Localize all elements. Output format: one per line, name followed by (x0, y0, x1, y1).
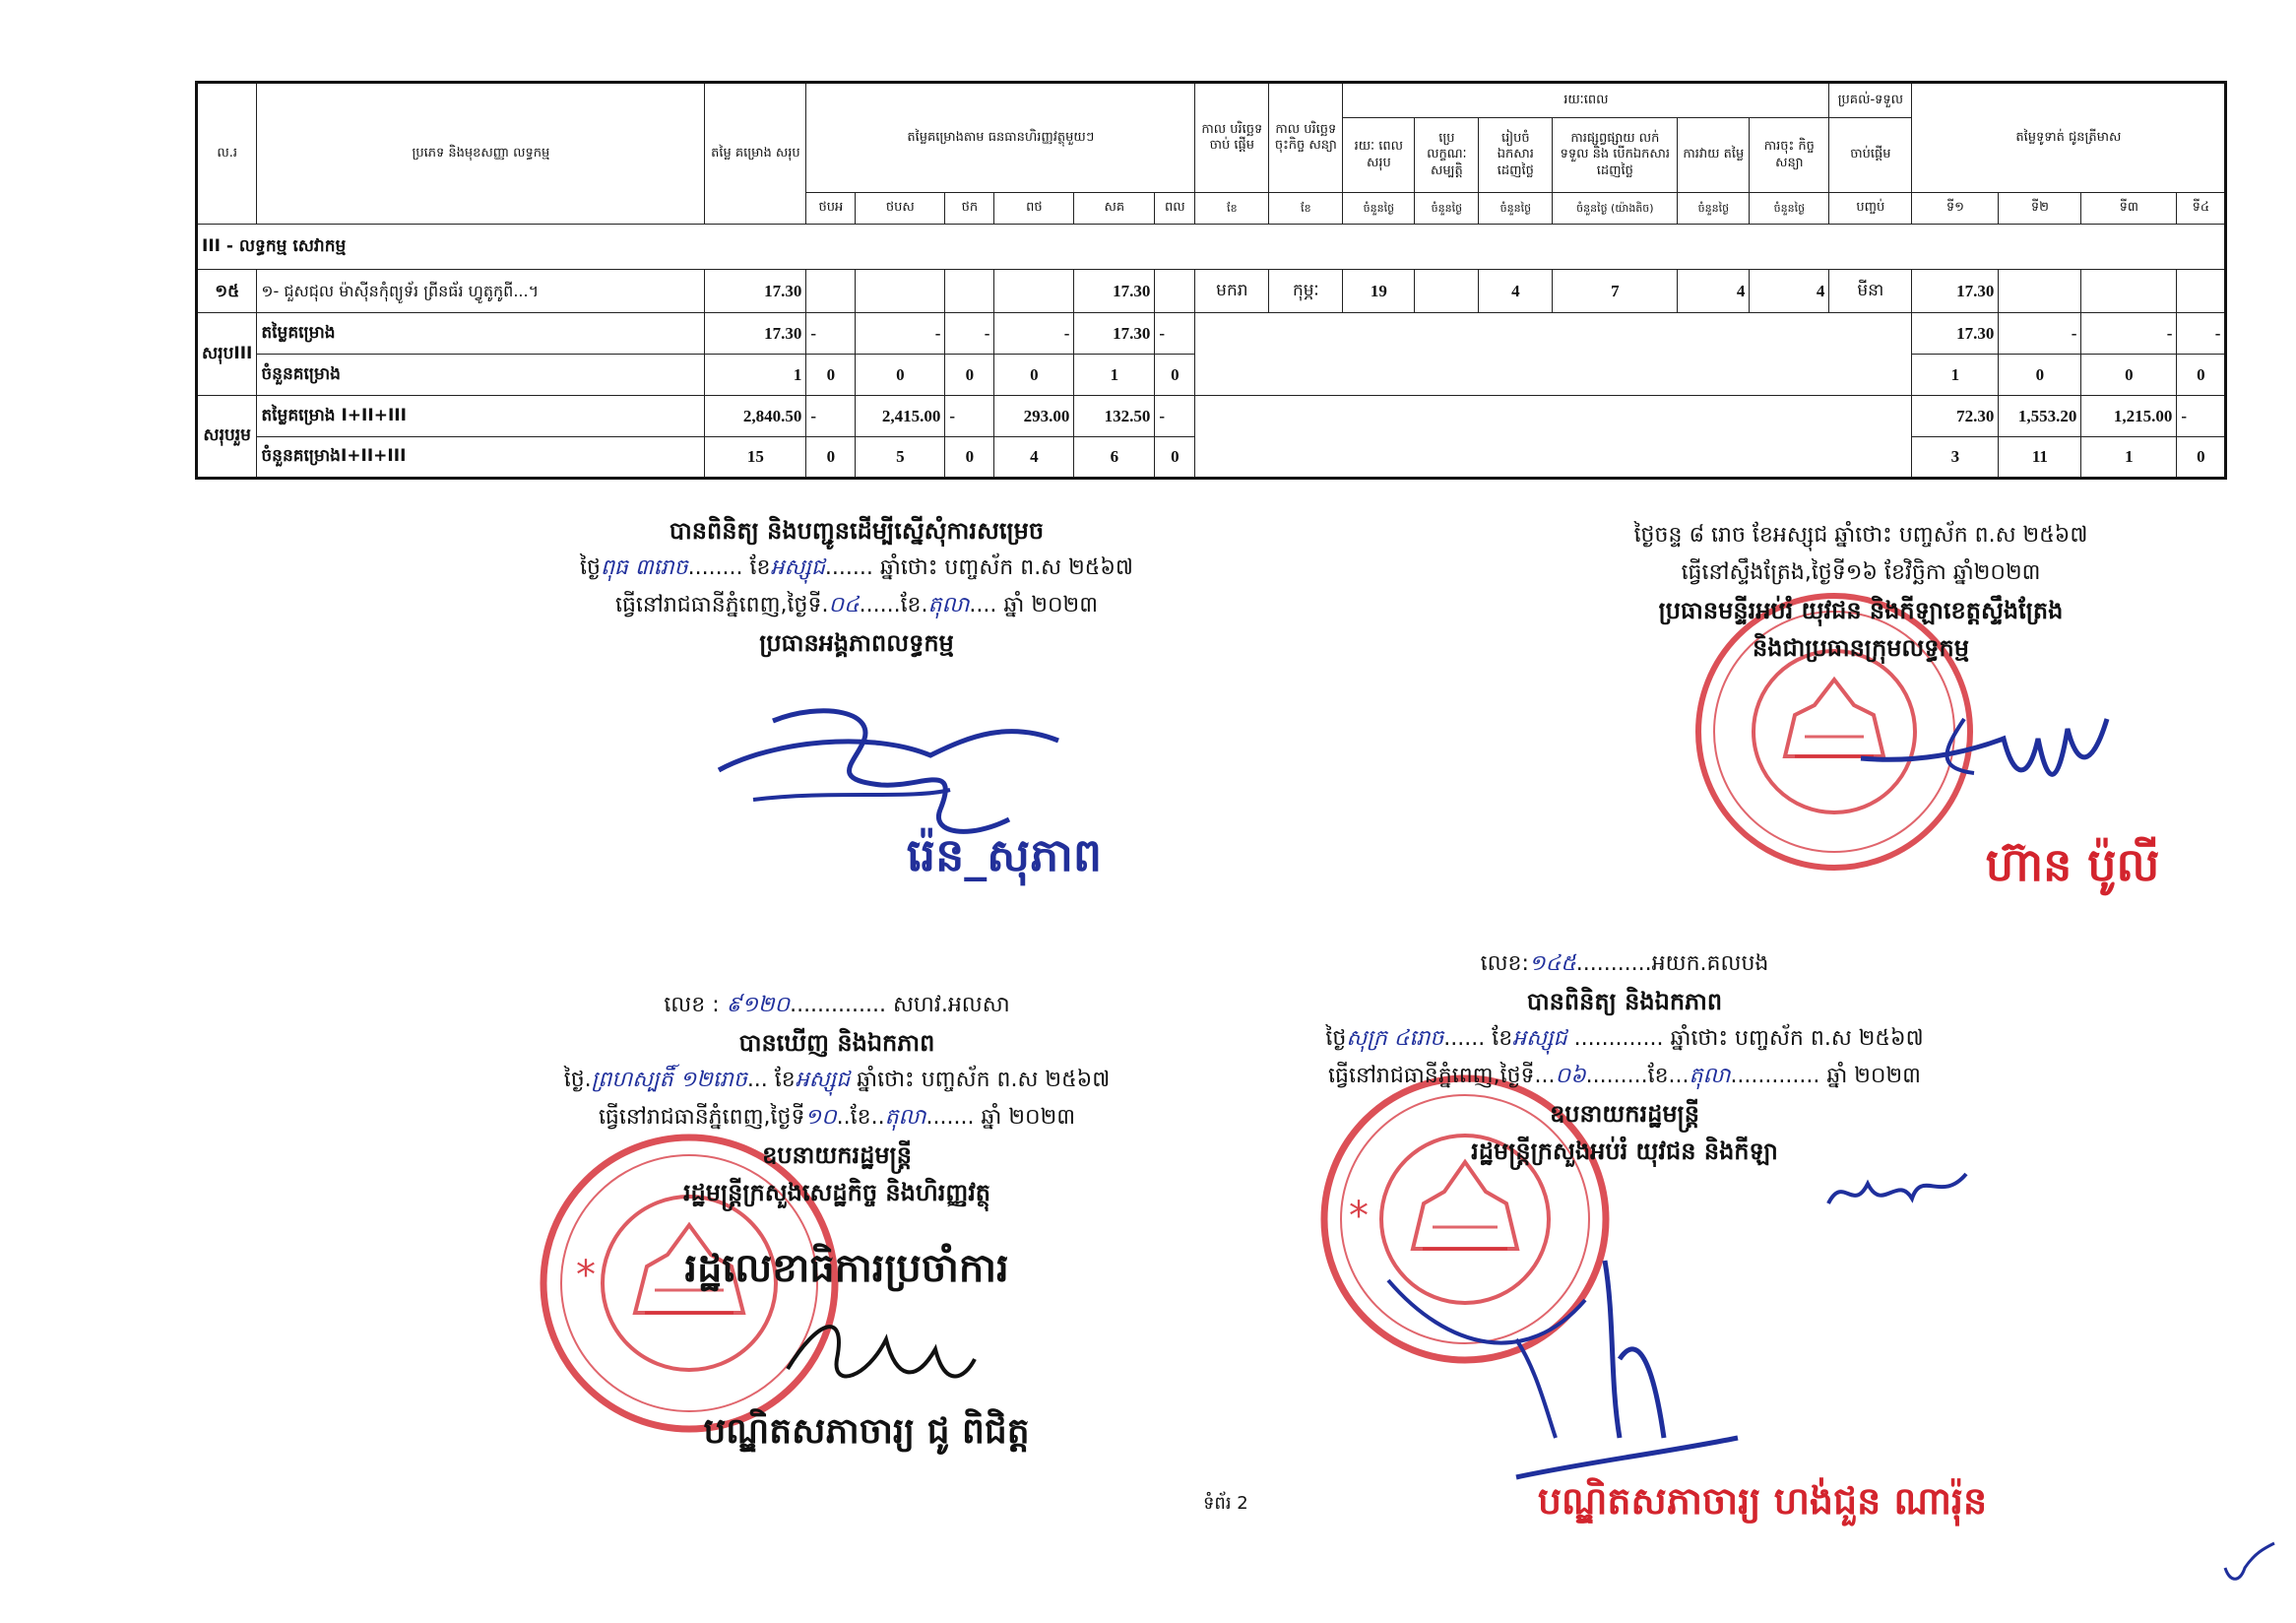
grand-count-s2: 5 (856, 437, 945, 479)
unit-days: ចំនួនថ្ងៃ (1678, 193, 1750, 225)
text: .........ខែ... (1585, 1064, 1690, 1088)
table-row (197, 313, 2226, 355)
margin-mark (2220, 1538, 2279, 1588)
text: ...........អយក.គលបង (1575, 951, 1769, 976)
subtotal-cost-q3: - (2081, 313, 2177, 355)
text: ... ខែ (746, 1068, 796, 1092)
col-header-type-name: ប្រភេទ និងមុខសញ្ញា លទ្ធកម្ម (257, 83, 705, 225)
subtotal-cost-s1: - (806, 313, 856, 355)
signer-name: បណ្ឌិតសភាចារ្យ ជូ ពិជិត្ត (703, 1411, 1030, 1452)
grand-count-q1: 3 (1912, 437, 1999, 479)
signer-title: ឧបនាយករដ្ឋមន្ត្រី (1550, 1100, 1699, 1128)
table-row (197, 270, 2226, 313)
text: ថ្ងៃ (1325, 1026, 1347, 1051)
grand-cost-s1: - (806, 396, 856, 437)
date-place-line (1221, 1058, 2028, 1095)
subtotal-cost-q2: - (1999, 313, 2081, 355)
reference-line (473, 987, 1201, 1024)
procurement-plan-table (195, 81, 2227, 480)
item-duration-contract: 4 (1750, 270, 1829, 313)
col-header-duration-docs: រៀបចំ ឯកសារ ដេញថ្លៃ (1479, 118, 1553, 193)
grand-cost-s6: - (1155, 396, 1195, 437)
handwritten-month: អស្សុជ (770, 555, 825, 580)
text: .............. សហវ.អលសា (790, 993, 1010, 1017)
handwritten-month: តុលា (927, 593, 970, 617)
item-source-3 (945, 270, 994, 313)
subtotal-count-s3: 0 (945, 355, 994, 396)
grand-cost-s5: 132.50 (1074, 396, 1155, 437)
col-header-q1: ទី១ (1912, 193, 1999, 225)
reference-line (1221, 945, 2028, 983)
item-no: ១៥ (197, 270, 257, 313)
item-q3 (2081, 270, 2177, 313)
text: លេខ: (1480, 951, 1529, 976)
grand-count-s3: 0 (945, 437, 994, 479)
subtotal-count-q4: 0 (2177, 355, 2226, 396)
item-duration-spec (1415, 270, 1479, 313)
item-q4 (2177, 270, 2226, 313)
col-header-duration-contract: ការចុះ កិច្ចសន្យា (1750, 118, 1829, 193)
item-source-2 (856, 270, 945, 313)
unit-days: ចំនួនថ្ងៃ (1750, 193, 1829, 225)
col-header-contract-period: កាល បរិច្ឆេទ ចុះកិច្ច សន្យា (1269, 83, 1343, 193)
subtotal-cost-s4: - (994, 313, 1074, 355)
handwritten-day: ពុធ ៣រោច (600, 555, 688, 580)
subtotal-cost-label: តម្លៃគម្រោង (257, 313, 705, 355)
grand-count-q3: 1 (2081, 437, 2177, 479)
lunar-date-line (551, 550, 1162, 587)
signer-name: រ៉េន_សុភាព (906, 828, 1103, 881)
block-heading: បានឃើញ និងឯកភាព (738, 1029, 935, 1057)
text: ធ្វើនៅរាជធានីភ្នំពេញ,ថ្ងៃទី... (1328, 1064, 1556, 1088)
subtotal-count-s5: 1 (1074, 355, 1155, 396)
text: ឆ្នាំថោះ បញ្ចស័ក ព.ស ២៥៦៧ (850, 1068, 1111, 1092)
handwritten-month: តុលា (1689, 1064, 1731, 1088)
text: ...... ខែ (1443, 1026, 1513, 1051)
subtotal-cost-q4: - (2177, 313, 2226, 355)
grand-count-q2: 11 (1999, 437, 2081, 479)
col-header-handover-start: ចាប់ផ្តើម (1829, 118, 1912, 193)
grand-cost-label: តម្លៃគម្រោង I+II+III (257, 396, 705, 437)
grand-cost-q2: 1,553.20 (1999, 396, 2081, 437)
lunar-date-line (1221, 1020, 2028, 1058)
subtotal-count-s6: 0 (1155, 355, 1195, 396)
subtotal-count-total: 1 (705, 355, 806, 396)
handwritten-number: ៩១២០ (726, 993, 791, 1017)
text: ..ខែ.. (836, 1105, 885, 1130)
handwritten-number: ១៤៥ (1528, 951, 1576, 976)
text: លេខ : (664, 993, 720, 1017)
signer-role: រដ្ឋលេខាធិការប្រចាំការ (684, 1246, 1009, 1291)
subtotal-cost-s3: - (945, 313, 994, 355)
text: ........ ខែ (687, 555, 771, 580)
signer-name: បណ្ឌិតសភាចារ្យ ហង់ជួន ណារ៉ុន (1537, 1479, 1988, 1523)
subtotal-count-s2: 0 (856, 355, 945, 396)
grand-cost-q1: 72.30 (1912, 396, 1999, 437)
subtotal-cost-s6: - (1155, 313, 1195, 355)
item-q1: 17.30 (1912, 270, 1999, 313)
col-header-total-cost: តម្លៃ គម្រោង សរុប (705, 83, 806, 225)
item-q2 (1999, 270, 2081, 313)
col-header-start-period: កាល បរិច្ឆេទ ចាប់ ផ្តើម (1195, 83, 1269, 193)
text: ថ្ងៃ (580, 555, 601, 580)
text: ....... ឆ្នាំ ២០២៣ (925, 1105, 1076, 1130)
col-header-source-5: សគ (1074, 193, 1155, 225)
handwritten-day: ០៤ (828, 593, 860, 617)
col-header-handover-finish: បញ្ចប់ (1829, 193, 1912, 225)
grand-count-total: 15 (705, 437, 806, 479)
grand-count-label: ចំនួនគម្រោងI+II+III (257, 437, 705, 479)
signer-name: ហ៊ាន ប៉ូលី (1985, 838, 2160, 891)
col-header-duration-eval: ការវាយ តម្លៃ (1678, 118, 1750, 193)
col-header-duration-advert: ការផ្សព្វផ្សាយ លក់ទទួល និង បើកឯកសារ ដេញថ្លៃ (1553, 118, 1678, 193)
col-header-source-3: ថក (945, 193, 994, 225)
grand-cost-total: 2,840.50 (705, 396, 806, 437)
grand-cost-s4: 293.00 (994, 396, 1074, 437)
unit-days-min: ចំនួនថ្ងៃ (យ៉ាងតិច) (1553, 193, 1678, 225)
item-start: មករា (1195, 270, 1269, 313)
grand-count-q4: 0 (2177, 437, 2226, 479)
handwritten-signature (1369, 1241, 1743, 1487)
text: ធ្វើនៅរាជធានីភ្នំពេញ,ថ្ងៃទី (598, 1105, 805, 1130)
date-place-line (473, 1099, 1201, 1136)
item-source-6 (1155, 270, 1195, 313)
col-header-duration-total: រយៈ ពេល សរុប (1343, 118, 1415, 193)
col-header-source-4: ពថ (994, 193, 1074, 225)
signer-title: ប្រធានមន្ទីរអប់រំ យុវជន និងកីឡាខេត្តស្ទឹងត្រែង (1658, 597, 2064, 624)
text: ....... ឆ្នាំថោះ បញ្ចស័ក ព.ស ២៥៦៧ (824, 555, 1133, 580)
grand-count-s5: 6 (1074, 437, 1155, 479)
item-duration-eval: 4 (1678, 270, 1750, 313)
signer-title-2: រដ្ឋមន្ត្រីក្រសួងសេដ្ឋកិច្ច និងហិរញ្ញវត្ថុ (682, 1179, 991, 1206)
subtotal-count-q3: 0 (2081, 355, 2177, 396)
approval-block-ministry-economy (473, 987, 1201, 1211)
svg-text:*: * (1349, 1194, 1369, 1239)
col-header-no: ល.រ (197, 83, 257, 225)
subtotal-label: សរុបIII (197, 313, 257, 396)
col-header-source-1: ថបអ (806, 193, 856, 225)
item-duration-advert: 7 (1553, 270, 1678, 313)
signer-title: ឧបនាយករដ្ឋមន្ត្រី (762, 1141, 912, 1169)
subtotal-cost-q1: 17.30 (1912, 313, 1999, 355)
col-header-duration-spec: ប្រេ លក្ខណៈ សម្បត្តិ (1415, 118, 1479, 193)
signer-title-2: និងជាប្រធានក្រុមលទ្ធកម្ម (1753, 634, 1969, 662)
handwritten-day: សុក្រ ៤រោច (1346, 1026, 1444, 1051)
text: ថ្ងៃ. (563, 1068, 592, 1092)
col-header-source-6: ពល (1155, 193, 1195, 225)
grand-cost-q4: - (2177, 396, 2226, 437)
unit-month: ខែ (1195, 193, 1269, 225)
page-number: ទំព័រ 2 (1203, 1493, 1248, 1514)
col-header-quarter-group: តម្លៃទូទាត់ ជូនត្រីមាស (1912, 83, 2226, 193)
lunar-date-line (473, 1062, 1201, 1099)
item-duration-docs: 4 (1479, 270, 1553, 313)
unit-days: ចំនួនថ្ងៃ (1479, 193, 1553, 225)
handwritten-day: ១០ (804, 1105, 837, 1130)
item-duration-total: 19 (1343, 270, 1415, 313)
item-name: ១- ជួសជុល ម៉ាស៊ីនកុំព្យូទ័រ ព្រីនធ័រ ហ្វូតូកូពី...។ (257, 270, 705, 313)
date-place-line (551, 587, 1162, 624)
subtotal-cost-total: 17.30 (705, 313, 806, 355)
grand-cost-q3: 1,215.00 (2081, 396, 2177, 437)
handwritten-day: ព្រហស្បតិ៍ ១២រោច (591, 1068, 747, 1092)
grand-count-s1: 0 (806, 437, 856, 479)
blank-cell (1195, 396, 1912, 479)
block-heading: បានពិនិត្យ និងបញ្ជូនដើម្បីស្នើសុំការសម្រេច (669, 517, 1045, 545)
text: ............. ឆ្នាំថោះ បញ្ចស័ក ព.ស ២៥៦៧ (1566, 1026, 1924, 1051)
subtotal-count-q2: 0 (1999, 355, 2081, 396)
text: .... ឆ្នាំ ២០២៣ (969, 593, 1099, 617)
unit-month: ខែ (1269, 193, 1343, 225)
grand-cost-s2: 2,415.00 (856, 396, 945, 437)
handwritten-month: តុលា (884, 1105, 926, 1130)
handwritten-month: អស្សុជ (795, 1068, 851, 1092)
subtotal-count-q1: 1 (1912, 355, 1999, 396)
col-header-q3: ទី៣ (2081, 193, 2177, 225)
subtotal-cost-s5: 17.30 (1074, 313, 1155, 355)
table-row (197, 396, 2226, 437)
text: ធ្វើនៅរាជធានីភ្នំពេញ,ថ្ងៃទី. (614, 593, 829, 617)
grand-total-label: សរុបរួម (197, 396, 257, 479)
handwritten-day: ០៦ (1555, 1064, 1586, 1088)
col-header-source-group: តម្លៃគម្រោងតាម ធនធានហិរញ្ញវត្ថុមួយៗ (806, 83, 1195, 193)
date-place-line: ធ្វើនៅស្ទឹងត្រែង,ថ្ងៃទី១៦ ខែវិច្ឆិកា ឆ្នាំ២០២៣ (1681, 560, 2041, 585)
approval-block-provincial-department (1575, 517, 2146, 667)
blank-cell (1195, 313, 1912, 396)
grand-count-s4: 4 (994, 437, 1074, 479)
item-source-4 (994, 270, 1074, 313)
grand-count-s6: 0 (1155, 437, 1195, 479)
block-heading: បានពិនិត្យ និងឯកភាព (1526, 988, 1723, 1015)
handwritten-month: អស្សុជ (1512, 1026, 1567, 1051)
grand-cost-s3: - (945, 396, 994, 437)
item-source-1 (806, 270, 856, 313)
subtotal-count-s1: 0 (806, 355, 856, 396)
item-source-5: 17.30 (1074, 270, 1155, 313)
item-finish: មីនា (1829, 270, 1912, 313)
subtotal-count-label: ចំនួនគម្រោង (257, 355, 705, 396)
item-total: 17.30 (705, 270, 806, 313)
subtotal-cost-s2: - (856, 313, 945, 355)
col-header-handover-group: ប្រគល់-ទទួល (1829, 83, 1912, 118)
col-header-q4: ទី៤ (2177, 193, 2226, 225)
handwritten-signature (1856, 699, 2122, 808)
signer-title: ប្រធានអង្គភាពលទ្ធកម្ម (759, 629, 954, 657)
subtotal-count-s4: 0 (994, 355, 1074, 396)
unit-days: ចំនួនថ្ងៃ (1415, 193, 1479, 225)
col-header-duration-group: រយៈពេល (1343, 83, 1829, 118)
handwritten-initials (1823, 1164, 1971, 1223)
svg-text:*: * (576, 1253, 596, 1298)
signer-title-2: រដ្ឋមន្ត្រីក្រសួងអប់រំ យុវជន និងកីឡា (1471, 1137, 1778, 1165)
text: ......ខែ. (859, 593, 928, 617)
approval-block-procurement-unit (551, 512, 1162, 662)
handwritten-signature (778, 1300, 985, 1408)
section-title: III - លទ្ធកម្ម សេវាកម្ម (197, 225, 2226, 270)
text: ............. ឆ្នាំ ២០២៣ (1730, 1064, 1921, 1088)
unit-days: ចំនួនថ្ងៃ (1343, 193, 1415, 225)
lunar-date-line: ថ្ងៃចន្ទ ៨ រោច ខែអស្សុជ ឆ្នាំថោះ បញ្ចស័ក ព.ស ២៥៦៧ (1633, 523, 2088, 548)
item-contract: កុម្ភៈ (1269, 270, 1343, 313)
approval-block-ministry-education (1221, 945, 2028, 1170)
col-header-q2: ទី២ (1999, 193, 2081, 225)
col-header-source-2: ថបស (856, 193, 945, 225)
